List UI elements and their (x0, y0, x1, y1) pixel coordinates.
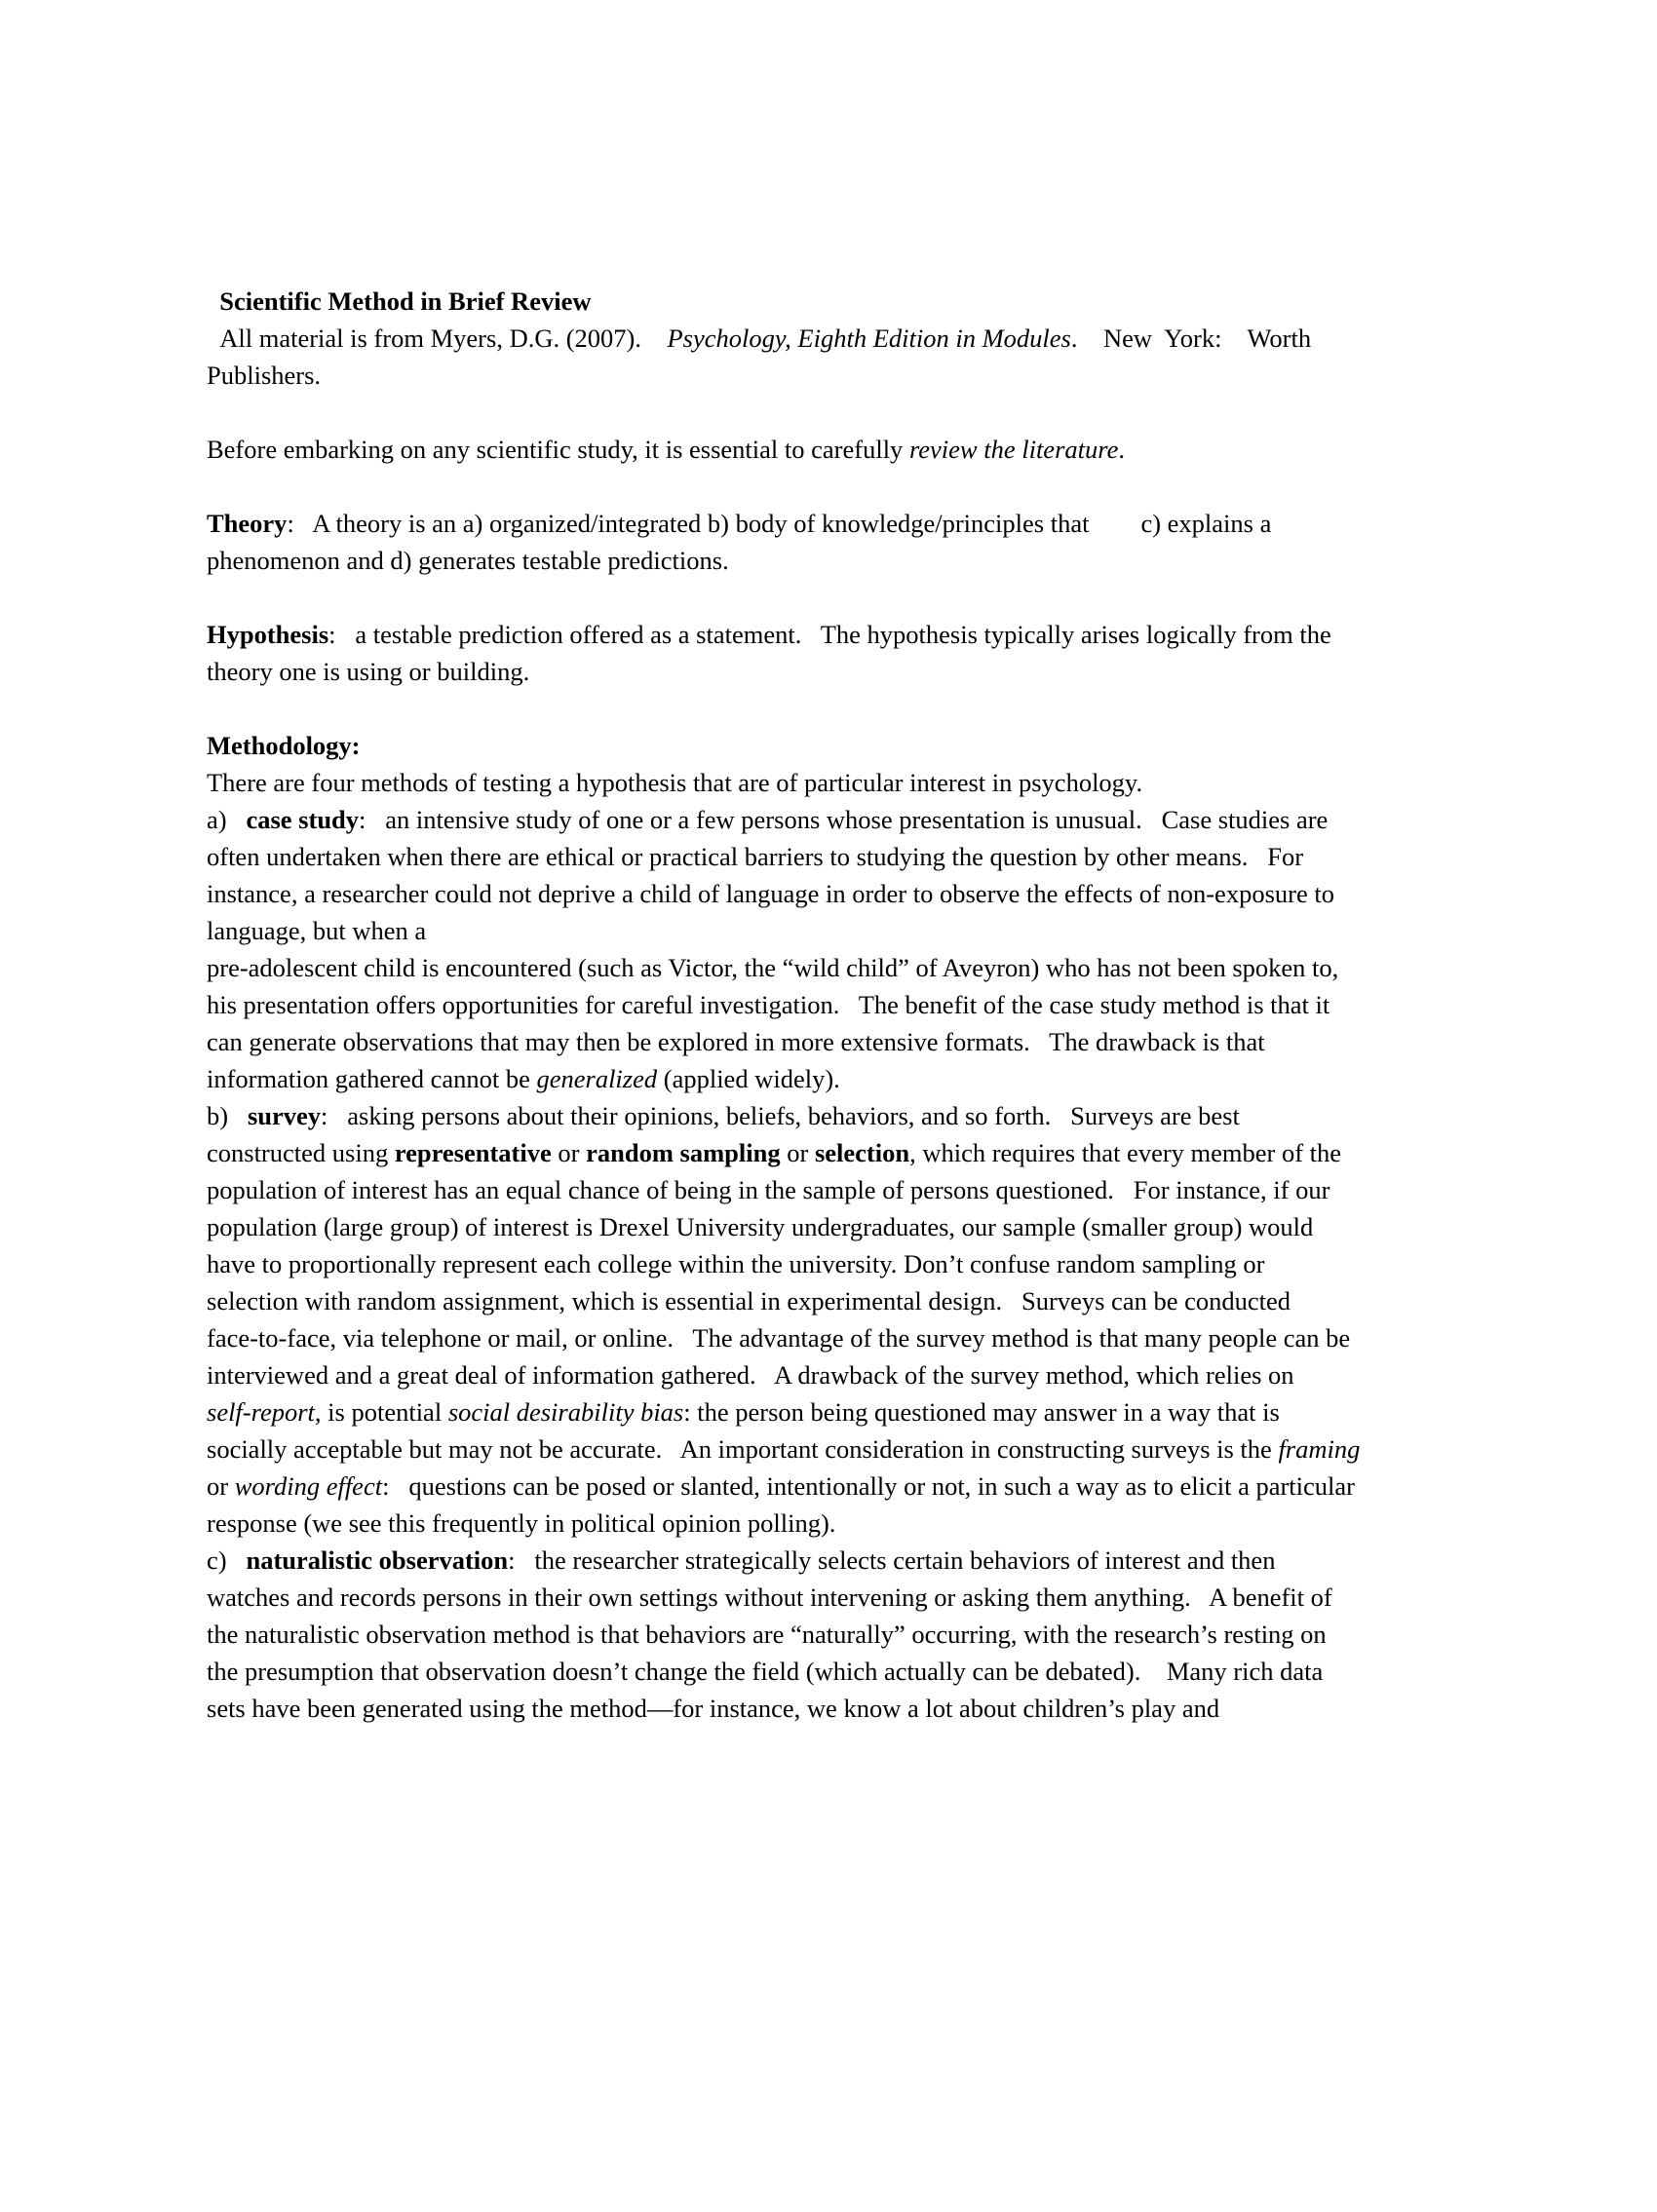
text-run: There are four methods of testing a hypothesis that are of particular interest in psychology. (207, 768, 1143, 797)
text-run: or (207, 1471, 235, 1501)
text-run: theory one is using or building. (207, 657, 530, 686)
text-line (207, 1245, 1618, 1282)
text-run: socially acceptable but may not be accurate. An important consideration in constructing surveys is the (207, 1434, 1279, 1464)
text-run: a) (207, 805, 247, 834)
text-run: language, but when a (207, 916, 427, 945)
text-run: sets have been generated using the method—for instance, we know a lot about children’s play and (207, 1694, 1220, 1723)
text-line (207, 1023, 1618, 1060)
text-line (207, 1393, 1618, 1430)
text-run: random sampling (586, 1138, 781, 1167)
text-run: Methodology: (207, 731, 361, 760)
text-run: Hypothesis (207, 620, 329, 649)
theory-definition (207, 505, 1618, 542)
text-line (207, 542, 1618, 579)
text-run: constructed using (207, 1138, 395, 1167)
text-run: review the literature (908, 435, 1119, 464)
text-line (207, 875, 1618, 912)
text-run: : an intensive study of one or a few persons whose presentation is unusual. Case studies are (359, 805, 1329, 834)
text-line (207, 1430, 1618, 1468)
blank-line (207, 394, 1618, 431)
text-run: can generate observations that may then be explored in more extensive formats. The drawback is that (207, 1027, 1265, 1056)
text-line (207, 1579, 1618, 1616)
text-run: Publishers. (207, 361, 322, 390)
text-run: Scientific Method in Brief Review (207, 286, 592, 316)
text-run: watches and records persons in their own settings without intervening or asking them anything. A benefit of (207, 1583, 1332, 1612)
text-run: information gathered cannot be (207, 1064, 537, 1093)
text-run: representative (394, 1138, 552, 1167)
text-line (207, 1468, 1618, 1505)
text-line (207, 949, 1618, 986)
text-run: b) (207, 1101, 248, 1130)
text-run: wording effect (234, 1471, 383, 1501)
text-run: have to proportionally represent each college within the university. Don’t confuse random sampling or (207, 1249, 1265, 1278)
text-run: population of interest has an equal chance of being in the sample of persons questioned. For instance, if our (207, 1175, 1330, 1204)
text-line (207, 1060, 1618, 1097)
text-run: , is potential (314, 1397, 448, 1427)
text-run: : A theory is an a) organized/integrated b) body of knowledge/principles that c) explains a (287, 509, 1272, 538)
text-run: the presumption that observation doesn’t change the field (which actually can be debated). Many rich data (207, 1657, 1324, 1686)
text-run: : questions can be posed or slanted, intentionally or not, in such a way as to elicit a particular (382, 1471, 1355, 1501)
text-run: interviewed and a great deal of information gathered. A drawback of the survey method, which relies on (207, 1360, 1294, 1390)
text-run: his presentation offers opportunities for careful investigation. The benefit of the case study method is that it (207, 990, 1330, 1019)
text-line (207, 1171, 1618, 1208)
text-run: framing (1278, 1434, 1361, 1464)
text-line (207, 1653, 1618, 1690)
text-run: often undertaken when there are ethical or practical barriers to studying the question by other means. For (207, 842, 1304, 871)
text-run: the naturalistic observation method is that behaviors are “naturally” occurring, with the research’s resting on (207, 1620, 1327, 1649)
text-line (207, 1616, 1618, 1653)
document-page (207, 283, 1618, 1727)
hypothesis-definition (207, 616, 1618, 653)
text-line (207, 912, 1618, 949)
text-run: case study (246, 805, 360, 834)
text-run: naturalistic observation (246, 1545, 509, 1575)
text-run: , which requires that every member of the (909, 1138, 1342, 1167)
text-line (207, 1319, 1618, 1356)
survey-item (207, 1097, 1618, 1134)
text-line (207, 1208, 1618, 1245)
text-line (207, 1356, 1618, 1393)
text-line (207, 986, 1618, 1023)
text-run: selection with random assignment, which is essential in experimental design. Surveys can be conducted (207, 1286, 1291, 1316)
naturalistic-observation-item (207, 1542, 1618, 1579)
document-title (207, 283, 1618, 320)
text-run: response (we see this frequently in political opinion polling). (207, 1508, 836, 1538)
reference-line (207, 320, 1618, 357)
text-run: : asking persons about their opinions, beliefs, behaviors, and so forth. Surveys are best (321, 1101, 1240, 1130)
text-run: . (1118, 435, 1125, 464)
text-run: Theory (207, 509, 288, 538)
text-line (207, 764, 1618, 801)
text-run: self-report (207, 1397, 315, 1427)
methodology-heading (207, 727, 1618, 764)
text-line (207, 431, 1618, 468)
text-run: (applied widely). (657, 1064, 840, 1093)
text-run: pre-adolescent child is encountered (such as Victor, the “wild child” of Aveyron) who has not been spoken to, (207, 953, 1339, 982)
text-run: All material is from Myers, D.G. (2007). (207, 324, 668, 353)
text-run: face-to-face, via telephone or mail, or online. The advantage of the survey method is that many people can be (207, 1323, 1351, 1353)
blank-line (207, 690, 1618, 727)
text-run: social desirability bias (447, 1397, 684, 1427)
text-line (207, 1505, 1618, 1542)
text-run: . New York: Worth (1070, 324, 1312, 353)
text-run: population (large group) of interest is Drexel University undergraduates, our sample (smaller group) would (207, 1212, 1314, 1241)
text-line (207, 1134, 1618, 1171)
text-run: : the researcher strategically selects certain behaviors of interest and then (508, 1545, 1276, 1575)
text-run: c) (207, 1545, 247, 1575)
blank-line (207, 579, 1618, 616)
text-run: phenomenon and d) generates testable predictions. (207, 546, 729, 575)
text-run: : a testable prediction offered as a statement. The hypothesis typically arises logically from the (328, 620, 1331, 649)
text-line (207, 357, 1618, 394)
text-line (207, 1690, 1618, 1727)
case-study-item (207, 801, 1618, 838)
text-line (207, 1282, 1618, 1319)
text-line (207, 838, 1618, 875)
text-run: generalized (536, 1064, 658, 1093)
text-run: : the person being questioned may answer in a way that is (683, 1397, 1280, 1427)
text-run: selection (814, 1138, 910, 1167)
text-line (207, 653, 1618, 690)
text-run: or (780, 1138, 815, 1167)
text-run: or (551, 1138, 587, 1167)
text-run: survey (247, 1101, 322, 1130)
text-run: Psychology, Eighth Edition in Modules (667, 324, 1071, 353)
blank-line (207, 468, 1618, 505)
text-run: Before embarking on any scientific study, it is essential to carefully (207, 435, 909, 464)
text-run: instance, a researcher could not deprive a child of language in order to observe the effects of non-exposure to (207, 879, 1334, 908)
